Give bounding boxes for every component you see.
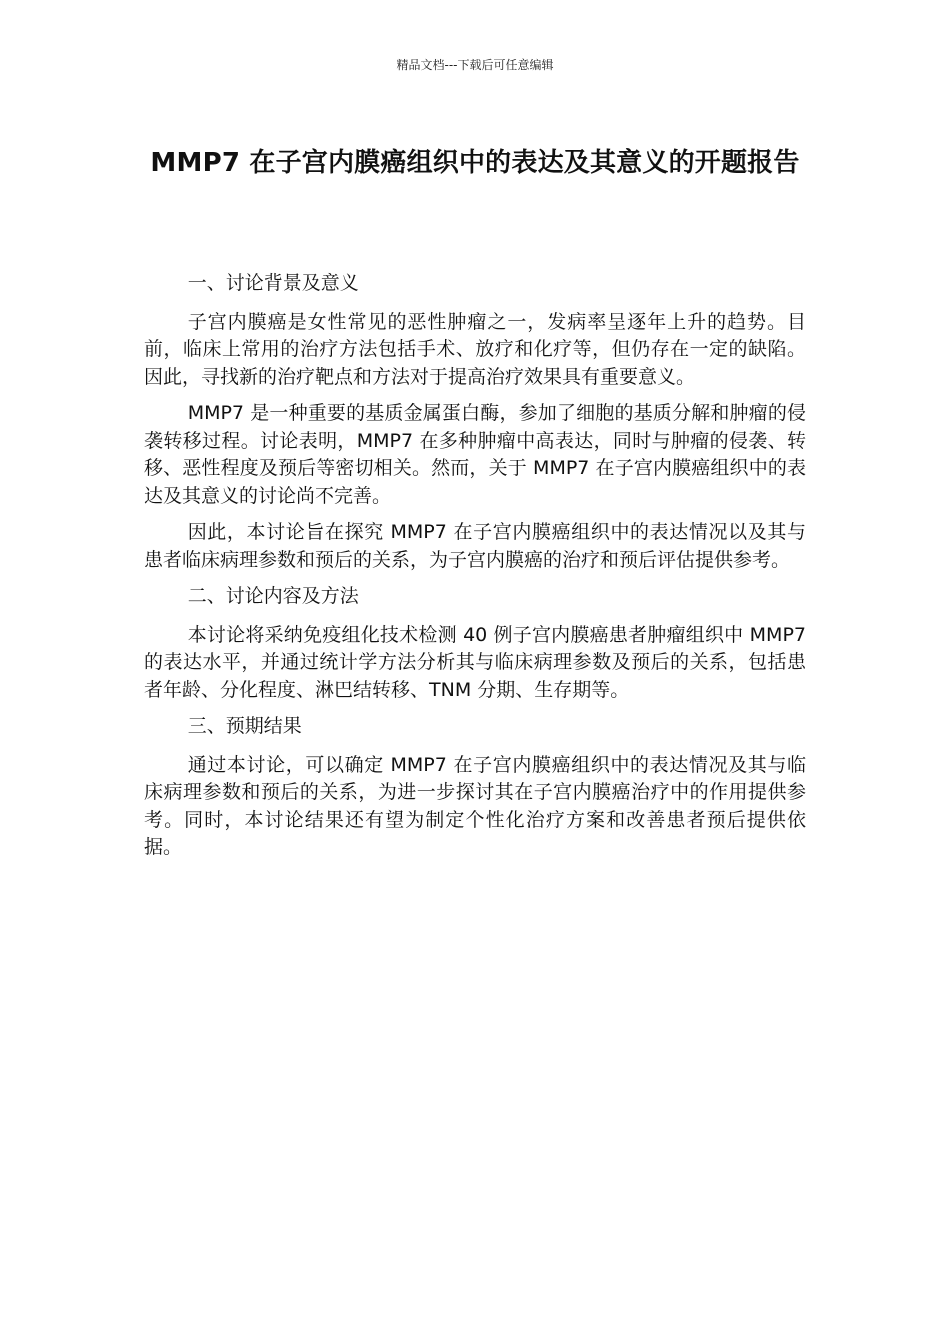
paragraph-expected-results-1: 通过本讨论，可以确定 MMP7 在子宫内膜癌组织中的表达情况及其与临床病理参数和预后的关系，为进一步探讨其在子宫内膜癌治疗中的作用提供参考。同时，本讨论结果还有望为制定个性化治疗方案和改善患者预后提供依据。 [144, 753, 806, 858]
paragraph-background-3: 因此，本讨论旨在探究 MMP7 在子宫内膜癌组织中的表达情况以及其与患者临床病理参数和预后的关系，为子宫内膜癌的治疗和预后评估提供参考。 [144, 521, 806, 571]
page-header: 精品文档---下载后可任意编辑 [396, 58, 554, 72]
paragraph-background-1: 子宫内膜癌是女性常见的恶性肿瘤之一，发病率呈逐年上升的趋势。目前，临床上常用的治疗方法包括手术、放疗和化疗等，但仍存在一定的缺陷。因此，寻找新的治疗靶点和方法对于提高治疗效果具有重要意义。 [144, 310, 806, 388]
document-body [144, 270, 806, 871]
section-heading-methods: 二、讨论内容及方法 [187, 585, 359, 607]
section-heading-expected-results: 三、预期结果 [187, 715, 302, 737]
paragraph-methods-1: 本讨论将采纳免疫组化技术检测 40 例子宫内膜癌患者肿瘤组织中 MMP7 的表达水平，并通过统计学方法分析其与临床病理参数及预后的关系，包括患者年龄、分化程度、淋巴结转移、TNM 分期、生存期等。 [144, 623, 806, 701]
section-heading-background: 一、讨论背景及意义 [187, 272, 359, 294]
paragraph-background-2: MMP7 是一种重要的基质金属蛋白酶，参加了细胞的基质分解和肿瘤的侵袭转移过程。讨论表明，MMP7 在多种肿瘤中高表达，同时与肿瘤的侵袭、转移、恶性程度及预后等密切相关。然而，关于 MMP7 在子宫内膜癌组织中的表达及其意义的讨论尚不完善。 [144, 402, 806, 507]
document-title: MMP7 在子宫内膜癌组织中的表达及其意义的开题报告 [150, 148, 800, 178]
